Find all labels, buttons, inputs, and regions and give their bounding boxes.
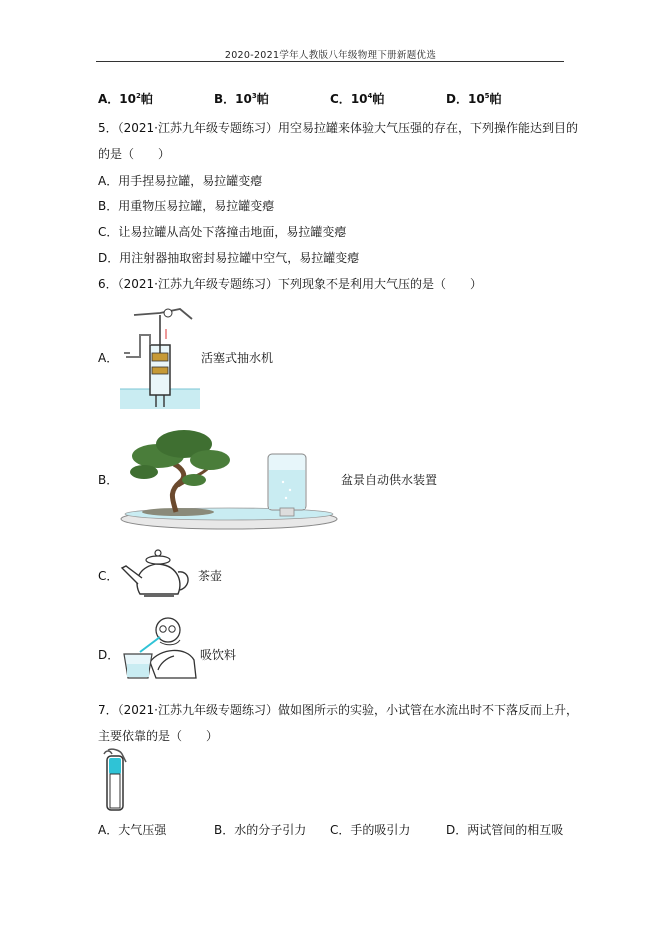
q5-option-d: D．用注射器抽取密封易拉罐中空气，易拉罐变瘪 <box>98 251 360 265</box>
q5-stem-line2: 的是（ ） <box>98 147 171 161</box>
q5-option-c: C．让易拉罐从高处下落撞击地面，易拉罐变瘪 <box>98 225 347 239</box>
q6-option-d-letter: D． <box>98 648 120 662</box>
piston-pump-figure <box>120 305 200 411</box>
q6-option-b-caption: 盆景自动供水装置 <box>341 473 438 487</box>
test-tube-figure <box>100 748 130 812</box>
drinking-straw-figure <box>120 612 200 682</box>
q4-option-c: C．$10^4$帕 <box>330 92 385 106</box>
q7-option-c: C．手的吸引力 <box>330 823 411 837</box>
q6-option-b-letter: B． <box>98 473 119 487</box>
q6-option-a-caption: 活塞式抽水机 <box>201 351 274 365</box>
q7-stem-line1: 7．（2021·江苏九年级专题练习）做如图所示的实验，小试管在水流出时不下落反而上升， <box>98 703 578 717</box>
q7-option-a: A．大气压强 <box>98 823 167 837</box>
q4-option-b: B．$10^3$帕 <box>214 92 269 106</box>
q5-stem-line1: 5．（2021·江苏九年级专题练习）用空易拉罐来体验大气压强的存在，下列操作能达到目的 <box>98 121 578 135</box>
q7-option-b: B．水的分子引力 <box>214 823 307 837</box>
page-header: 2020-2021学年人教版八年级物理下册新题优选 <box>224 50 437 61</box>
q5-option-b: B．用重物压易拉罐，易拉罐变瘪 <box>98 199 275 213</box>
q6-stem: 6．（2021·江苏九年级专题练习）下列现象不是利用大气压的是（ ） <box>98 277 482 291</box>
q5-option-a: A．用手捏易拉罐，易拉罐变瘪 <box>98 174 263 188</box>
q6-option-c-caption: 茶壶 <box>198 569 223 583</box>
bonsai-water-supply-figure <box>118 420 340 532</box>
q7-option-d: D．两试管间的相互吸 <box>446 823 564 837</box>
teapot-figure <box>120 544 198 606</box>
q4-option-d: D．$10^5$帕 <box>446 92 502 106</box>
q6-option-a-letter: A． <box>98 351 119 365</box>
header-divider <box>96 61 564 62</box>
q6-option-d-caption: 吸饮料 <box>200 648 237 662</box>
q4-option-a: A．$10^2$帕 <box>98 92 153 106</box>
q7-stem-line2: 主要依靠的是（ ） <box>98 729 219 743</box>
q6-option-c-letter: C． <box>98 569 119 583</box>
